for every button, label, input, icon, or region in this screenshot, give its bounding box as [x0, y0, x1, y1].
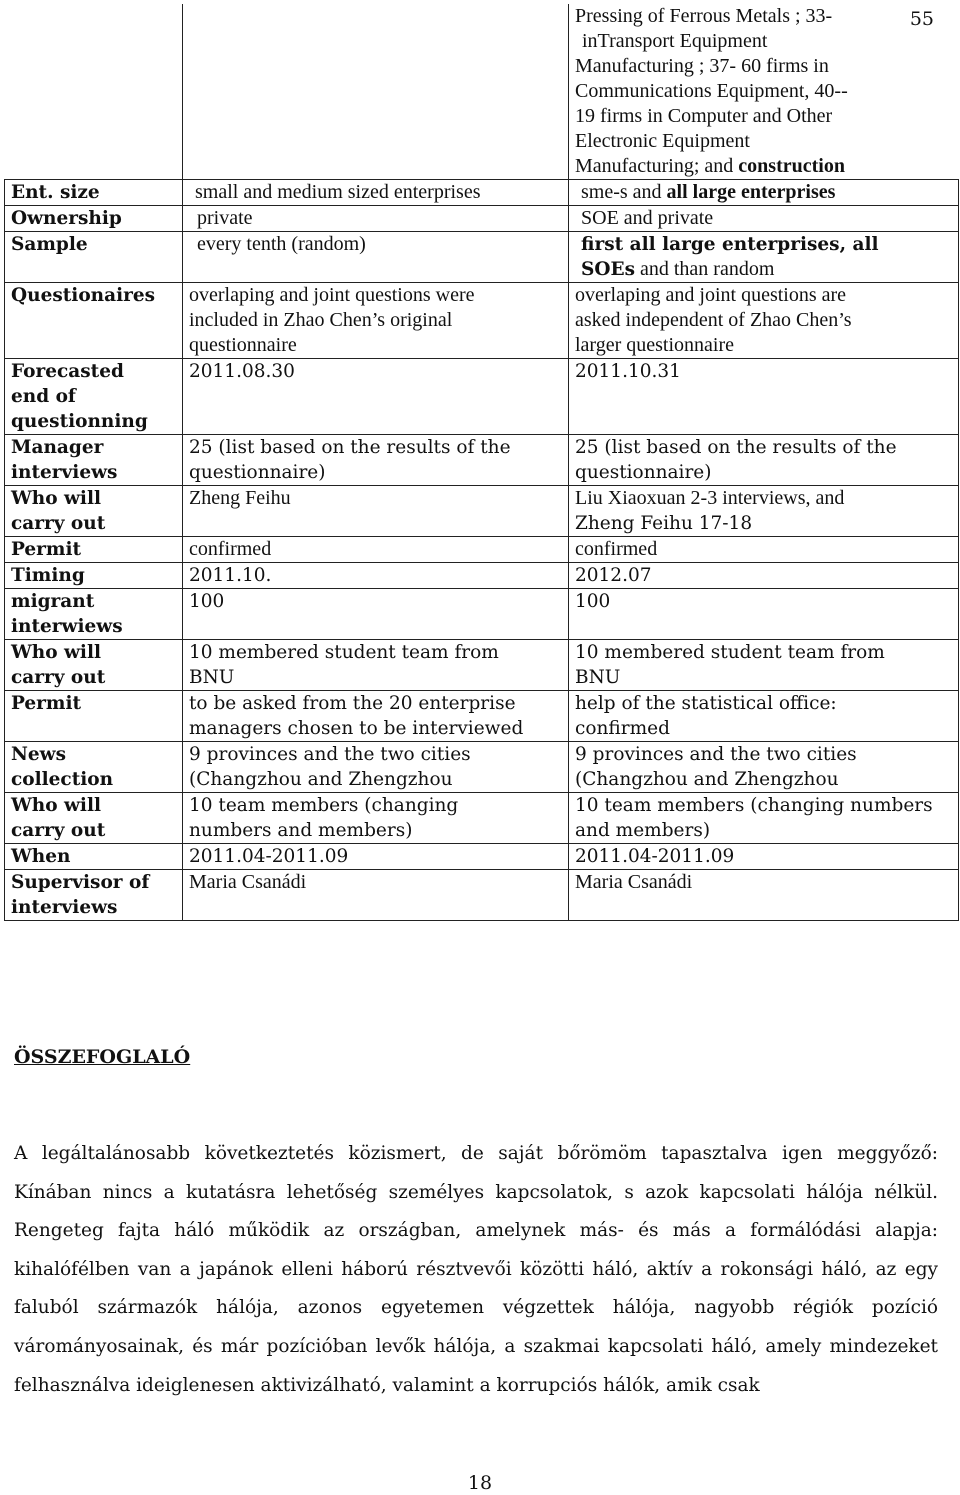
summary-heading: ÖSSZEFOGLALÓ: [14, 1046, 191, 1068]
table-row: Ent. size small and medium sized enterprises sme-s and all large enterprises: [5, 180, 959, 206]
page-number-bottom: 18: [467, 1472, 493, 1494]
table-row: News collection 9 provinces and the two cities (Changzhou and Zhengzhou 9 provinces and the two cities (Changzhou and Zhengzhou: [5, 742, 959, 793]
industries-cell: Pressing of Ferrous Metals ; 33- inTransport Equipment Manufacturing ; 37- 60 firms in Communications Equipment, 40-- 19 firms in Computer and Other Electronic Equipment Manufacturing; and construction: [569, 4, 959, 180]
table-row: Ownership private SOE and private: [5, 206, 959, 232]
table-row: Manager interviews 25 (list based on the results of the questionnaire) 25 (list based on the results of the questionnaire): [5, 435, 959, 486]
table-row: Permit to be asked from the 20 enterprise managers chosen to be interviewed help of the statistical office: confirmed: [5, 691, 959, 742]
table-row: migrant interwiews 100 100: [5, 589, 959, 640]
table-row: Supervisor of interviews Maria Csanádi Maria Csanádi: [5, 870, 959, 921]
table-row: Who will carry out 10 team members (changing numbers and members) 10 team members (changing numbers and members): [5, 793, 959, 844]
research-comparison-table: [4, 4, 959, 921]
table-row: [5, 4, 959, 180]
page-number-top: 55: [909, 8, 934, 30]
table-row: Permit confirmed confirmed: [5, 537, 959, 563]
summary-paragraph: A legáltalánosabb következtetés közismert, de saját bőrömöm tapasztalva igen meggyőző: Kínában nincs a kutatásra lehetőség személyes kapcsolatok, s azok kapcsolati hálója nélkül. Rengeteg fajta háló működik az országban, amelynek más- és más a formálódási alapja: kihalófélben van a japánok elleni háború résztvevői közötti háló, aktív a rokonsági háló, az egy faluból származók hálója, azonos egyetemen végzettek hálója, nagyobb régiók pozíció várományosainak, és már pozícióban levők hálója, a szakmai kapcsolati háló, amely mindezeket felhasználva ideiglenesen aktivizálható, valamint a korrupciós hálók, amik csak: [14, 1143, 938, 1396]
table-row: Who will carry out Zheng Feihu Liu Xiaoxuan 2-3 interviews, and Zheng Feihu 17-18: [5, 486, 959, 537]
table-row: Questionaires overlaping and joint questions were included in Zhao Chen’s original questionnaire overlaping and joint questions are asked independent of Zhao Chen’s larger questionnaire: [5, 283, 959, 359]
table-row: Who will carry out 10 membered student team from BNU 10 membered student team from BNU: [5, 640, 959, 691]
table-row: Timing 2011.10. 2012.07: [5, 563, 959, 589]
table-row: Forecasted end of questionning 2011.08.30 2011.10.31: [5, 359, 959, 435]
table-row: Sample every tenth (random) first all large enterprises, all SOEs and than random: [5, 232, 959, 283]
table-row: When 2011.04-2011.09 2011.04-2011.09: [5, 844, 959, 870]
